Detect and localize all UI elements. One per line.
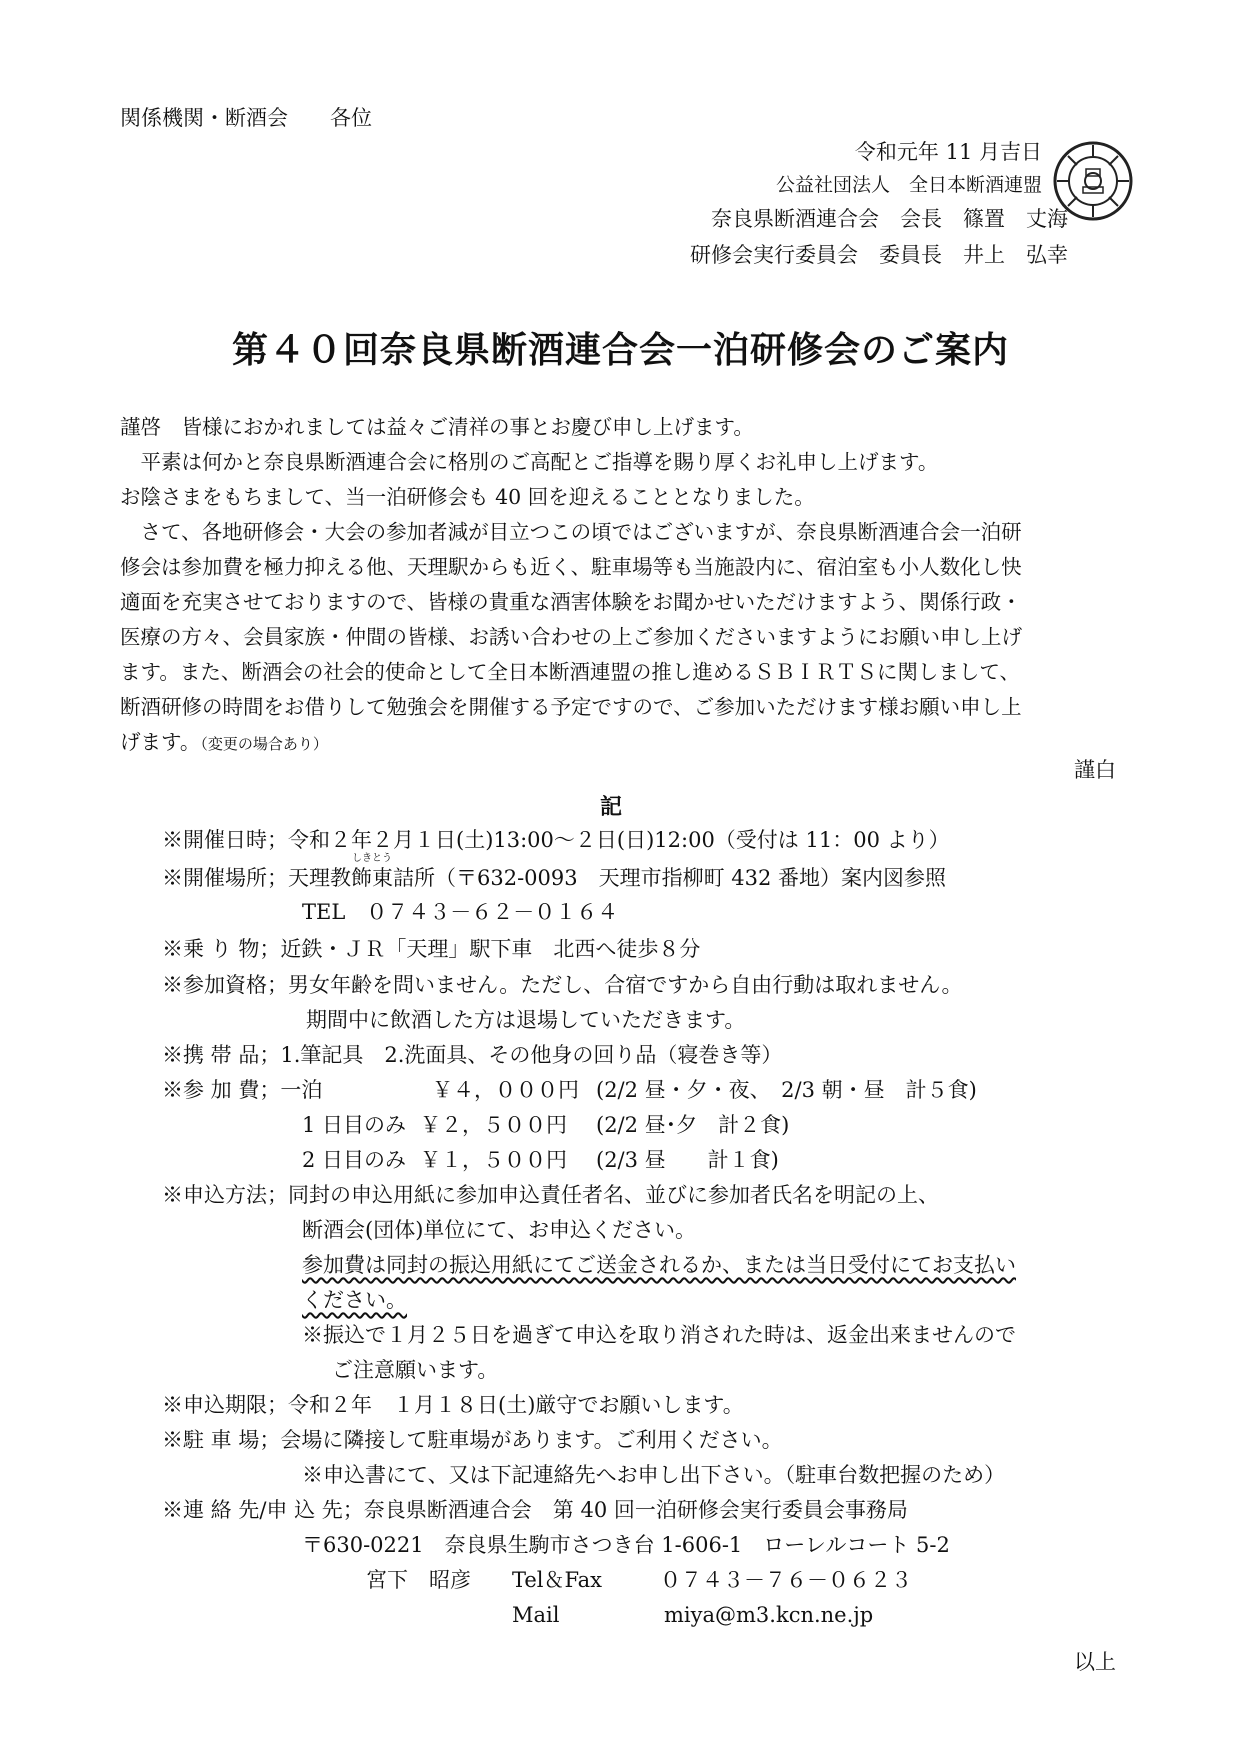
apply-payment-note-2: ください。 bbox=[302, 1288, 407, 1312]
place-ruby-base: 飾東 bbox=[351, 866, 393, 890]
qualification-value: 男女年齢を問いません。ただし、合宿ですから自由行動は取れません。 bbox=[288, 973, 963, 997]
apply-value: 同封の申込用紙に参加申込責任者名、並びに参加者氏名を明記の上、 bbox=[288, 1183, 939, 1207]
fee-name: 1 日目のみ bbox=[302, 1113, 407, 1137]
fee-name: 2 日目のみ bbox=[302, 1148, 407, 1172]
body-line: お陰さまをもちまして、当一泊研修会も 40 回を迎えることとなりました。 bbox=[120, 485, 815, 509]
body-line: 平素は何かと奈良県断酒連合会に格別のご高配とご指導を賜り厚くお礼申し上げます。 bbox=[120, 450, 939, 474]
place-ruby: しきとう bbox=[352, 853, 392, 864]
date-label: ※開催日時； bbox=[162, 828, 288, 852]
qualification-value-2: 期間中に飲酒した方は退場していただきます。 bbox=[306, 1008, 746, 1032]
items-value: 1.筆記具 2.洗面具、その他身の回り品（寝巻き等） bbox=[280, 1043, 783, 1067]
place-row bbox=[162, 853, 947, 890]
contact-person: 宮下 昭彦 bbox=[366, 1568, 471, 1592]
apply-refund-note-2: ご注意願います。 bbox=[332, 1358, 499, 1382]
contact-value: 奈良県断酒連合会 第 40 回一泊研修会実行委員会事務局 bbox=[363, 1498, 908, 1522]
contact-mail: miya@m3.kcn.ne.jp bbox=[664, 1603, 874, 1627]
fee-price: ￥２，５００円 bbox=[420, 1113, 567, 1137]
fee-note: (2/2 昼・夕・夜、 2/3 朝・昼 計５食) bbox=[596, 1078, 977, 1102]
body-line: ます。また、断酒会の社会的使命として全日本断酒連盟の推し進めるＳＢＩＲＴＳに関しまして、 bbox=[120, 660, 1020, 684]
contact-label: ※連 絡 先/申 込 先； bbox=[162, 1498, 364, 1522]
date-row bbox=[162, 828, 950, 852]
apply-label: ※申込方法； bbox=[162, 1183, 288, 1207]
place-ruby-word bbox=[351, 853, 393, 890]
addressee: 関係機関・断酒会 各位 bbox=[120, 106, 372, 130]
contact-mail-label: Mail bbox=[512, 1603, 560, 1627]
body-line: 修会は参加費を極力抑える他、天理駅からも近く、駐車場等も当施設内に、宿泊室も小人数化し快 bbox=[120, 555, 1022, 579]
contact-row bbox=[162, 1498, 908, 1522]
place-label: ※開催場所； bbox=[162, 866, 288, 890]
body-line: 医療の方々、会員家族・仲間の皆様、お誘い合わせの上ご参加くださいますようにお願い申し上げ bbox=[120, 625, 1022, 649]
fee-note: (2/3 昼 計１食) bbox=[596, 1148, 779, 1172]
place-value: 天理教 bbox=[288, 866, 351, 890]
parking-row bbox=[162, 1428, 783, 1452]
items-row bbox=[162, 1043, 782, 1067]
end-mark: 以上 bbox=[1074, 1650, 1116, 1674]
closing-word: 謹白 bbox=[1074, 758, 1116, 782]
page-title: 第４０回奈良県断酒連合会一泊研修会のご案内 bbox=[231, 330, 1009, 371]
apply-refund-note: ※振込で１月２５日を過ぎて申込を取り消された時は、返金出来ませんので bbox=[302, 1323, 1016, 1347]
parking-label: ※駐 車 場； bbox=[162, 1428, 281, 1452]
body-line: 断酒研修の時間をお借りして勉強会を開催する予定ですので、ご参加いただけます様お願い申し上 bbox=[120, 695, 1022, 719]
apply-payment-note: 参加費は同封の振込用紙にてご送金されるか、または当日受付にてお支払い bbox=[302, 1253, 1016, 1277]
fee-price: ￥４，０００円 bbox=[432, 1078, 579, 1102]
fee-label: ※参 加 費； bbox=[162, 1078, 281, 1102]
issue-date: 令和元年 11 月吉日 bbox=[854, 140, 1042, 164]
ki-heading: 記 bbox=[600, 794, 623, 820]
parking-value: 会場に隣接して駐車場があります。ご利用ください。 bbox=[280, 1428, 783, 1452]
body-line bbox=[120, 725, 1130, 762]
transport-row bbox=[162, 937, 700, 961]
place-value-rest: 詰所（〒632-0093 天理市指柳町 432 番地）案内図参照 bbox=[393, 866, 947, 890]
greeting-line: 謹啓 皆様におかれましては益々ご清祥の事とお慶び申し上げます。 bbox=[120, 415, 754, 439]
apply-value-2: 断酒会(団体)単位にて、お申込ください。 bbox=[302, 1218, 696, 1242]
deadline-row bbox=[162, 1393, 744, 1417]
fee-name: 一泊 bbox=[280, 1078, 323, 1102]
parking-note: ※申込書にて、又は下記連絡先へお申し出下さい。（駐車台数把握のため） bbox=[302, 1463, 1006, 1487]
transport-value: 近鉄・ＪＲ「天理」駅下車 北西へ徒歩８分 bbox=[280, 937, 701, 961]
transport-label: ※乗 り 物； bbox=[162, 937, 281, 961]
deadline-label: ※申込期限； bbox=[162, 1393, 288, 1417]
qualification-row bbox=[162, 973, 963, 997]
items-label: ※携 帯 品； bbox=[162, 1043, 281, 1067]
contact-tel-label: Tel＆Fax bbox=[512, 1568, 603, 1592]
deadline-value: 令和２年 １月１８日(土)厳守でお願いします。 bbox=[288, 1393, 744, 1417]
contact-address: 〒630-0221 奈良県生駒市さつき台 1-606-1 ローレルコート 5-2 bbox=[302, 1533, 950, 1557]
fee-row-1 bbox=[162, 1078, 322, 1102]
change-note: （変更の場合あり） bbox=[200, 735, 328, 753]
apply-row bbox=[162, 1183, 939, 1207]
sender-chairman: 奈良県断酒連合会 会長 篠置 丈海 bbox=[711, 207, 1068, 231]
place-tel: TEL ０７４３－６２－０１６４ bbox=[302, 900, 619, 924]
qualification-label: ※参加資格； bbox=[162, 973, 288, 997]
letter-body bbox=[120, 410, 1130, 762]
organization-seal-icon bbox=[1052, 140, 1134, 222]
contact-tel: ０７４３－７６－０６２３ bbox=[660, 1568, 912, 1592]
fee-price: ￥１，５００円 bbox=[420, 1148, 567, 1172]
body-line-text: げます。 bbox=[120, 730, 201, 754]
organization-line: 公益社団法人 全日本断酒連盟 bbox=[775, 174, 1042, 196]
sender-committee: 研修会実行委員会 委員長 井上 弘幸 bbox=[690, 243, 1068, 267]
date-value: 令和２年２月１日(土)13:00～２日(日)12:00（受付は 11：00 より） bbox=[288, 828, 950, 852]
body-line: さて、各地研修会・大会の参加者減が目立つこの頃ではございますが、奈良県断酒連合会一泊研 bbox=[120, 520, 1022, 544]
body-line: 適面を充実させておりますので、皆様の貴重な酒害体験をお聞かせいただけますよう、関係行政・ bbox=[120, 590, 1022, 614]
fee-note: (2/2 昼･夕 計２食) bbox=[596, 1113, 790, 1137]
